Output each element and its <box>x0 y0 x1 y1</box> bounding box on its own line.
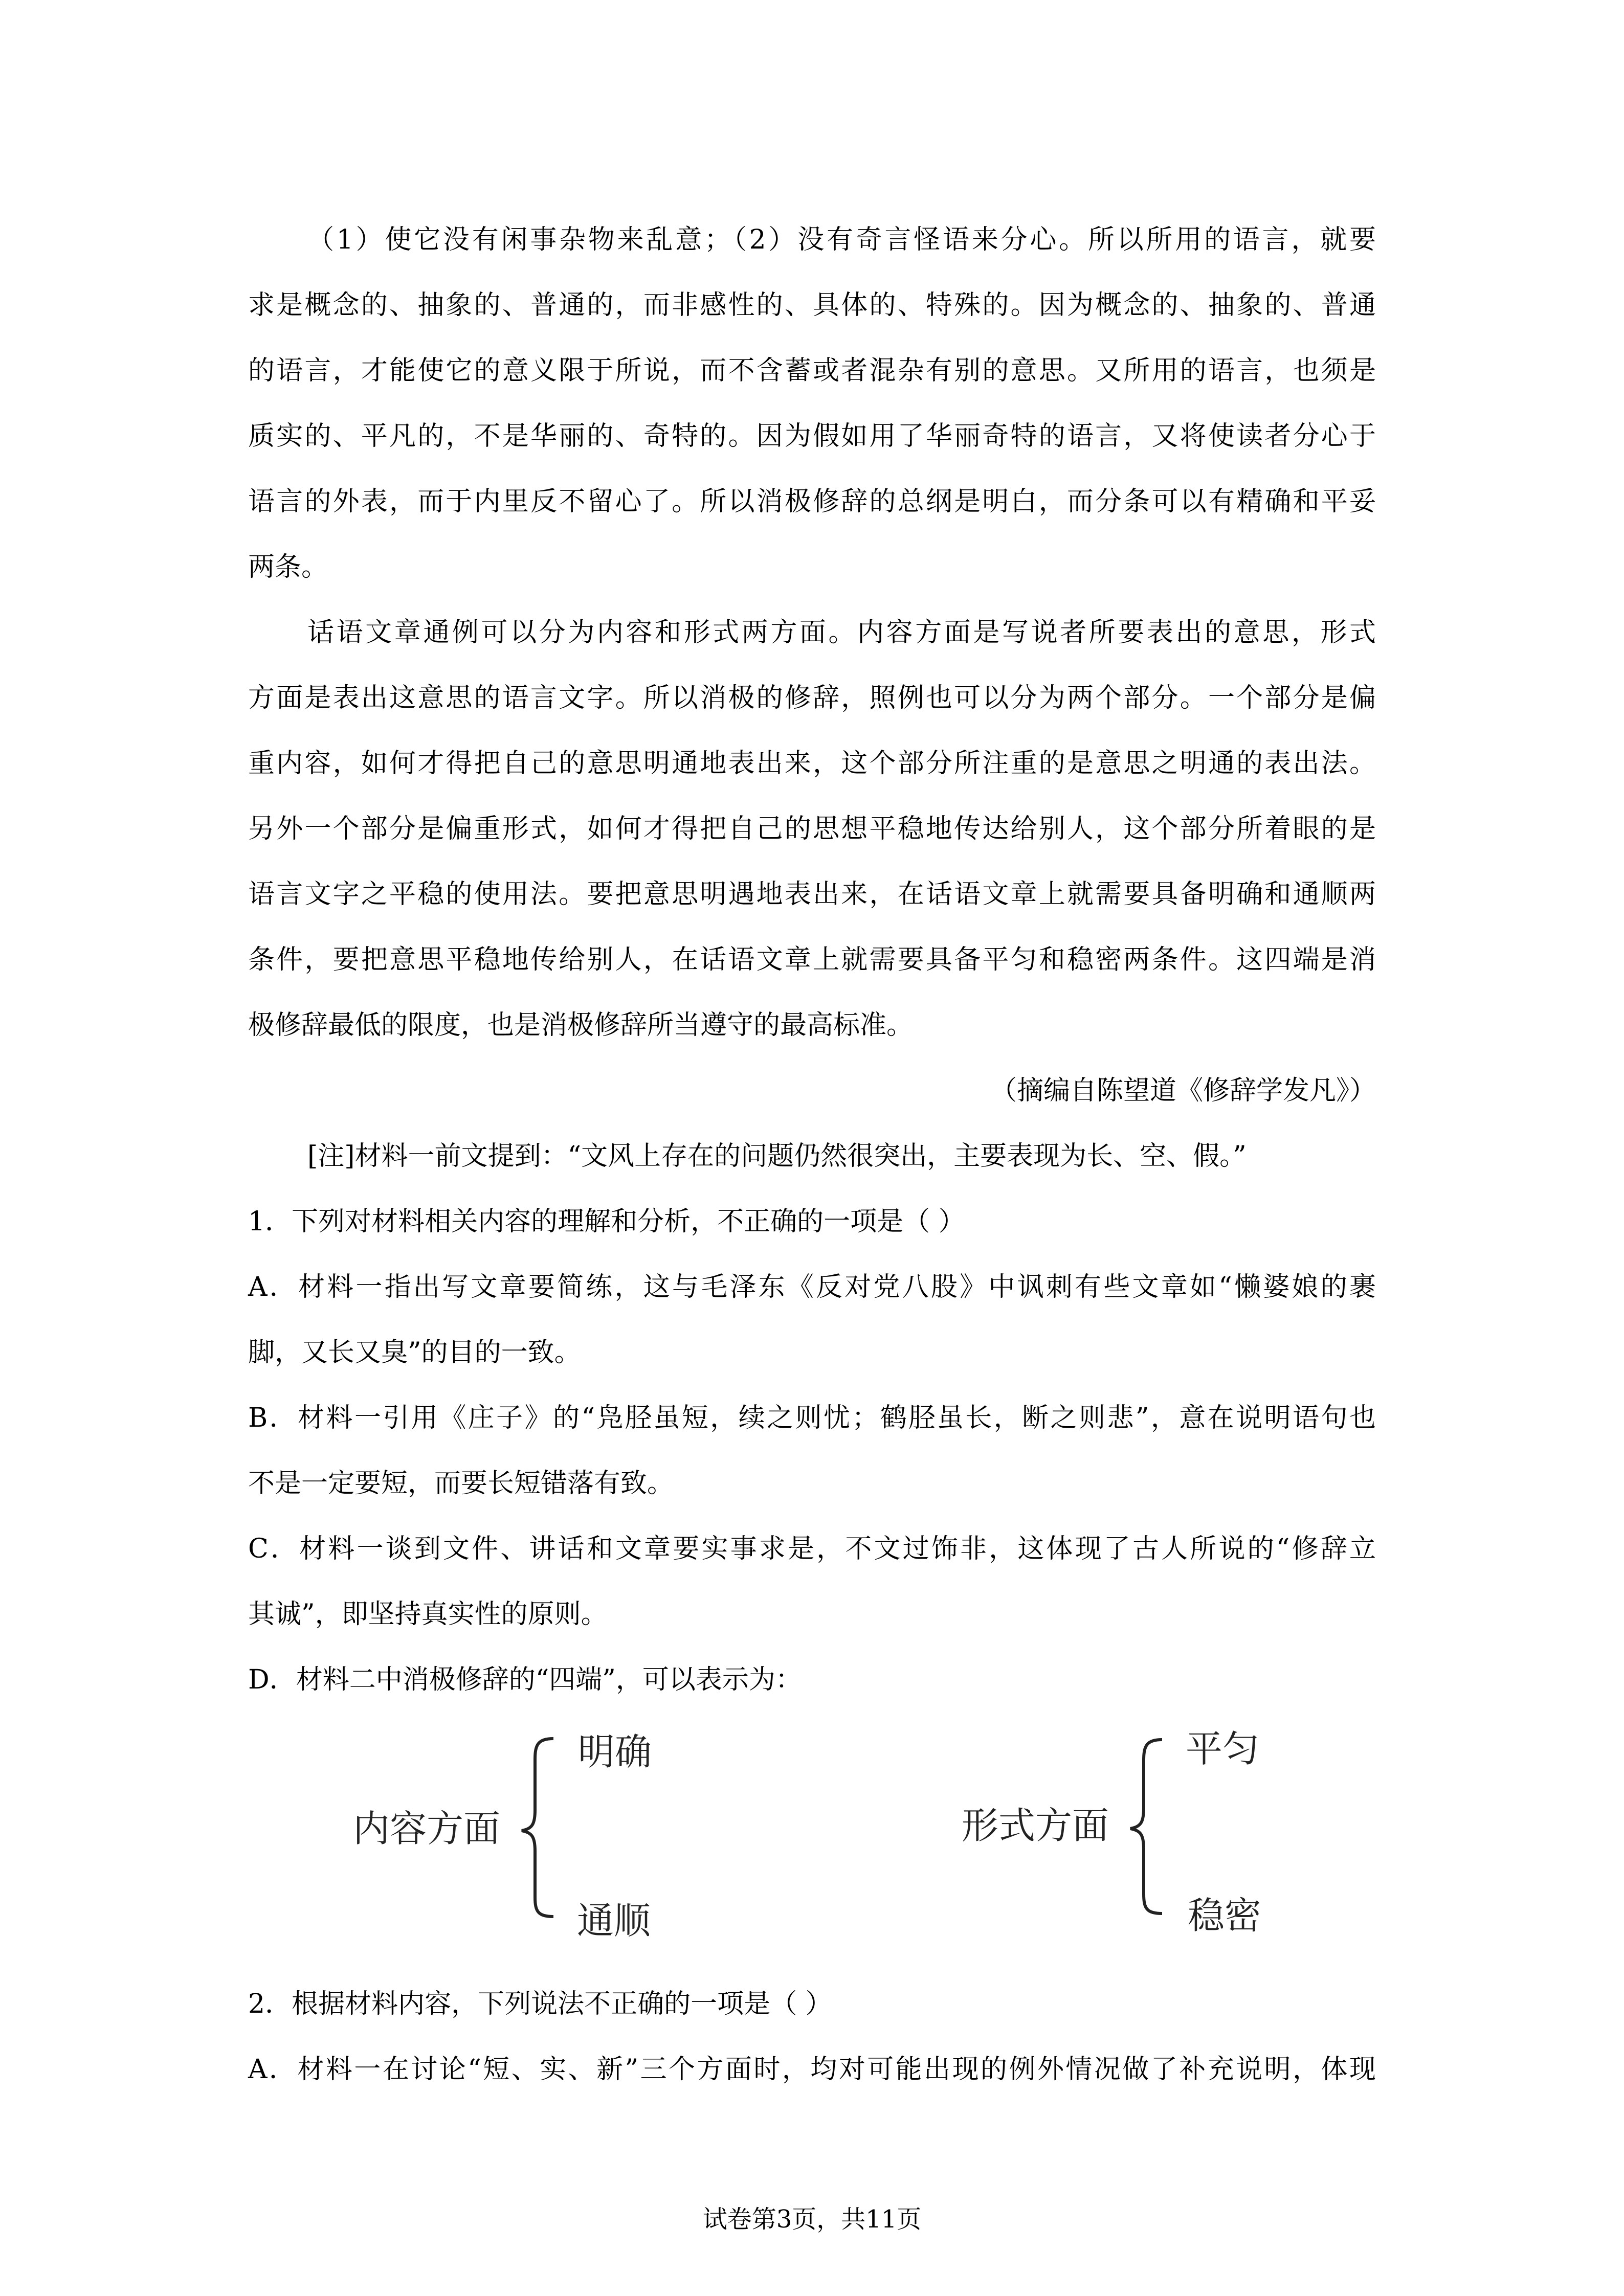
question-1-option-d: D．材料二中消极修辞的“四端”，可以表示为： <box>248 1664 802 1695</box>
brace-graphics <box>0 1708 1624 1964</box>
diagram-branch-even: 平匀 <box>1186 1727 1260 1770</box>
question-1-stem: 1．下列对材料相关内容的理解和分析，不正确的一项是（ ） <box>248 1206 965 1237</box>
text-column <box>248 207 1376 1713</box>
passage-line: 另外一个部分是偏重形式，如何才得把自己的思想平稳地传达给别人，这个部分所着眼的是 <box>248 814 1376 844</box>
passage-line: 语言的外表，而于内里反不留心了。所以消极修辞的总纲是明白，而分条可以有精确和平妥 <box>248 486 1376 517</box>
passage-line: 重内容，如何才得把自己的意思明通地表出来，这个部分所注重的是意思之明通的表出法。 <box>248 748 1376 779</box>
passage-line: 极修辞最低的限度，也是消极修辞所当遵守的最高标准。 <box>248 1010 914 1041</box>
diagram-root-form: 形式方面 <box>962 1804 1109 1847</box>
diagram-branch-tight: 稳密 <box>1188 1894 1262 1937</box>
question-1-option-b: B．材料一引用《庄子》的“凫胫虽短，续之则忧；鹤胫虽长，断之则悲”，意在说明语句也 <box>248 1403 1376 1433</box>
diagram-root-content: 内容方面 <box>353 1807 501 1850</box>
passage-line: 的语言，才能使它的意义限于所说，而不含蓄或者混杂有别的意思。又所用的语言，也须是 <box>248 355 1376 386</box>
passage-line: 质实的、平凡的，不是华丽的、奇特的。因为假如用了华丽奇特的语言，又将使读者分心于 <box>248 421 1376 452</box>
question-1-option-c-cont: 其诚”，即坚持真实性的原则。 <box>248 1599 608 1630</box>
question-1-option-b-cont: 不是一定要短，而要长短错落有致。 <box>248 1468 674 1499</box>
four-ends-diagram <box>0 1708 1624 1964</box>
diagram-branch-fluent: 通顺 <box>577 1899 651 1942</box>
question-1-option-a: A．材料一指出写文章要简练，这与毛泽东《反对党八股》中讽刺有些文章如“懒婆娘的裹 <box>248 1272 1376 1302</box>
question-1-option-a-cont: 脚，又长又臭”的目的一致。 <box>248 1337 581 1368</box>
source-citation: （摘编自陈望道《修辞学发凡》） <box>990 1075 1376 1106</box>
right-brace-icon <box>1130 1740 1162 1914</box>
diagram-branch-clear: 明确 <box>578 1730 652 1773</box>
passage-line: 语言文字之平稳的使用法。要把意思明遇地表出来，在话语文章上就需要具备明确和通顺两 <box>248 879 1376 910</box>
passage-line: 求是概念的、抽象的、普通的，而非感性的、具体的、特殊的。因为概念的、抽象的、普通 <box>248 290 1376 321</box>
question-2-option-a: A．材料一在讨论“短、实、新”三个方面时，均对可能出现的例外情况做了补充说明，体现 <box>248 2054 1376 2085</box>
question-2-block <box>248 1971 1376 2102</box>
passage-line: 条件，要把意思平稳地传给别人，在话语文章上就需要具备平匀和稳密两条件。这四端是消 <box>248 944 1376 975</box>
annotation-note: [注]材料一前文提到：“文风上存在的问题仍然很突出，主要表现为长、空、假。” <box>307 1141 1247 1172</box>
question-1-option-c: C．材料一谈到文件、讲话和文章要实事求是，不文过饰非，这体现了古人所说的“修辞立 <box>248 1534 1376 1564</box>
passage-line: 方面是表出这意思的语言文字。所以消极的修辞，照例也可以分为两个部分。一个部分是偏 <box>248 683 1376 713</box>
passage-line: （1）使它没有闲事杂物来乱意；（2）没有奇言怪语来分心。所以所用的语言，就要 <box>307 224 1376 255</box>
passage-line: 话语文章通例可以分为内容和形式两方面。内容方面是写说者所要表出的意思，形式 <box>307 617 1376 648</box>
page-footer: 试卷第3页，共11页 <box>702 2205 922 2234</box>
left-brace-icon <box>522 1739 553 1917</box>
passage-line: 两条。 <box>248 552 328 582</box>
question-2-stem: 2．根据材料内容，下列说法不正确的一项是（ ） <box>248 1989 832 2019</box>
